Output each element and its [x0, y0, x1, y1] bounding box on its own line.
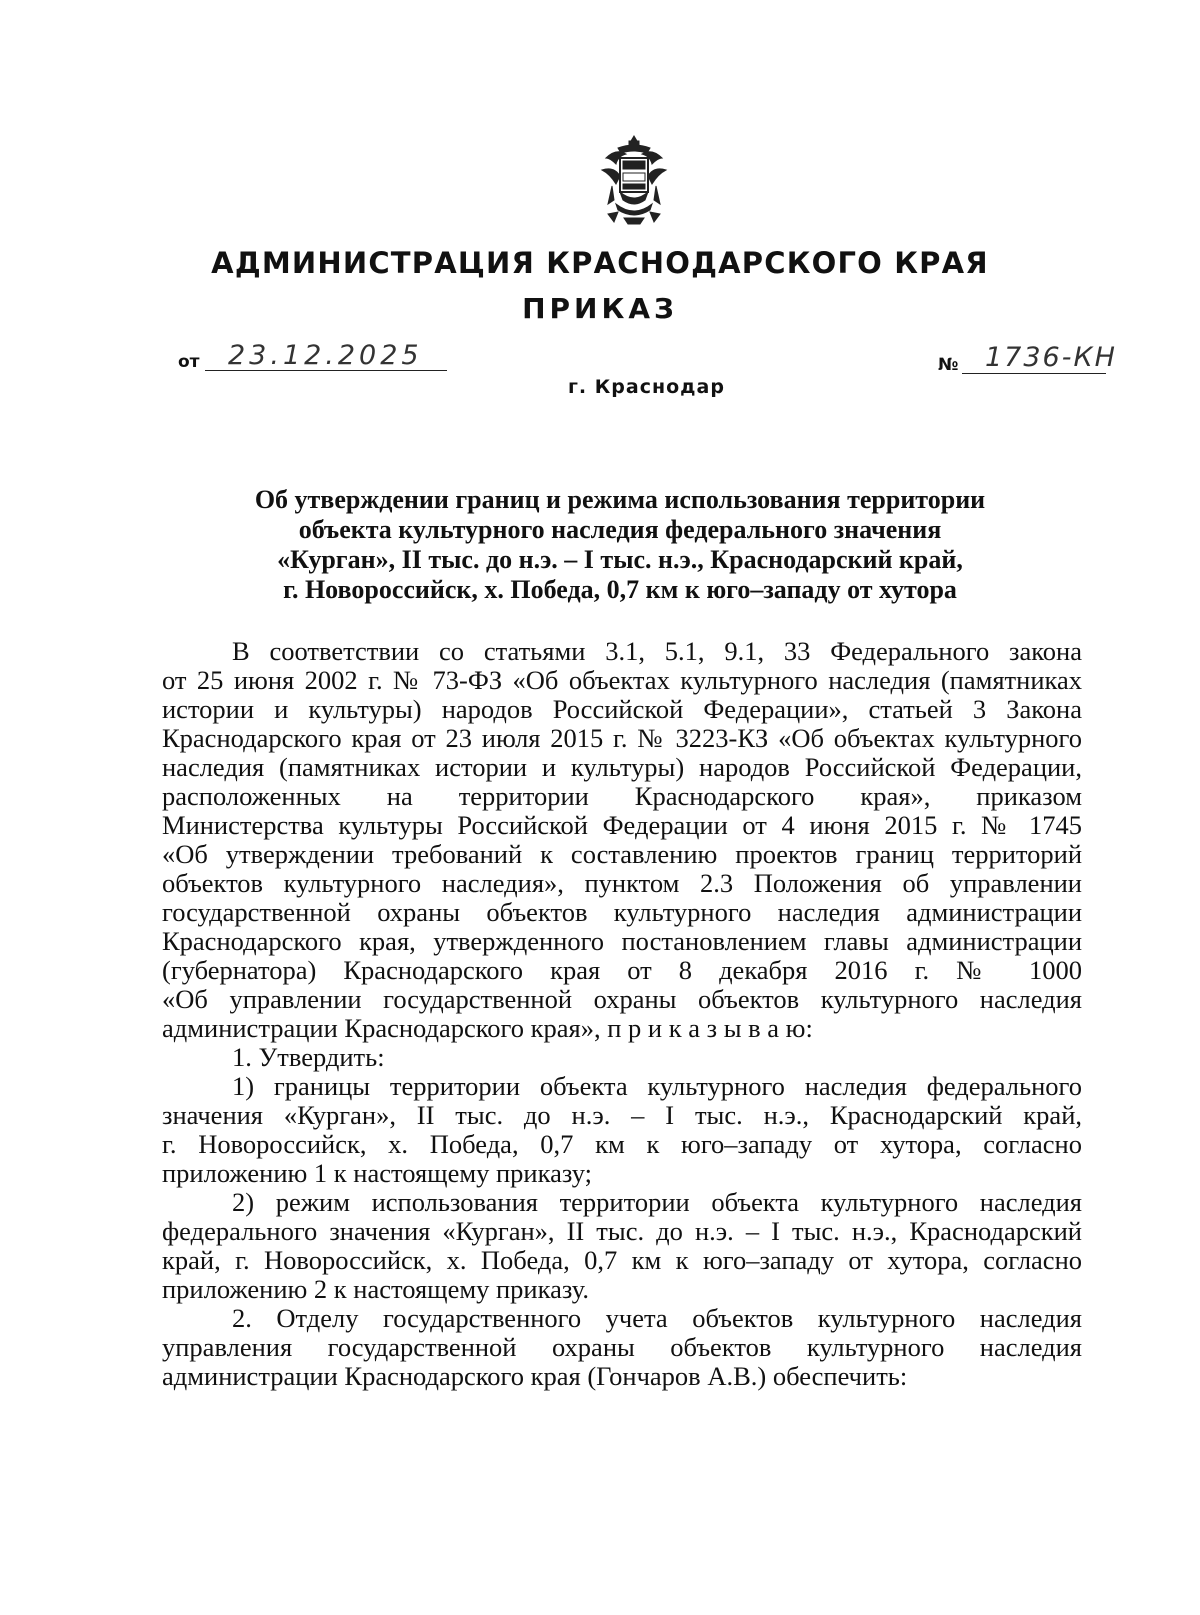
- document-title: [160, 485, 1080, 605]
- body-line: Краснодарского края от 23 июля 2015 г. № 3223-КЗ «Об объектах культурного: [162, 723, 1082, 753]
- title-line: объекта культурного наследия федерального значения: [298, 515, 942, 544]
- title-line: г. Новороссийск, х. Победа, 0,7 км к юго–западу от хутора: [283, 575, 957, 604]
- body-line: г. Новороссийск, х. Победа, 0,7 км к юго–западу от хутора, согласно: [162, 1129, 1082, 1159]
- body-line: 1. Утвердить:: [232, 1042, 385, 1072]
- title-line: Об утверждении границ и режима использования территории: [254, 485, 986, 514]
- date-label: от: [178, 352, 200, 372]
- coat-of-arms-emblem: [598, 134, 670, 226]
- body-line: «Об утверждении требований к составлению проектов границ территорий: [162, 839, 1082, 869]
- body-line: «Об управлении государственной охраны объектов культурного наследия: [162, 984, 1082, 1014]
- document-number: 1736-КН: [985, 342, 1117, 373]
- body-line: администрации Краснодарского края», п р и к а з ы в а ю:: [162, 1013, 813, 1043]
- city-name: г. Краснодар: [568, 376, 725, 398]
- body-line: администрации Краснодарского края (Гончаров А.В.) обеспечить:: [162, 1361, 908, 1391]
- body-line: объектов культурного наследия», пунктом 2.3 Положения об управлении: [162, 868, 1082, 898]
- body-line: истории и культуры) народов Российской Федерации», статьей 3 Закона: [162, 694, 1082, 724]
- body-line: 1) границы территории объекта культурного наследия федерального: [232, 1071, 1082, 1101]
- title-line: «Курган», II тыс. до н.э. – I тыс. н.э., Краснодарский край,: [277, 545, 963, 574]
- body-line: управления государственной охраны объектов культурного наследия: [162, 1332, 1082, 1362]
- body-line: значения «Курган», II тыс. до н.э. – I тыс. н.э., Краснодарский край,: [162, 1100, 1082, 1130]
- body-line: приложению 2 к настоящему приказу.: [162, 1274, 589, 1304]
- body-line: наследия (памятниках истории и культуры) народов Российской Федерации,: [162, 752, 1082, 782]
- body-line: Министерства культуры Российской Федерации от 4 июня 2015 г. № 1745: [162, 810, 1082, 840]
- body-line: 2) режим использования территории объекта культурного наследия: [232, 1187, 1082, 1217]
- document-body: [162, 637, 1082, 1391]
- body-line: расположенных на территории Краснодарского края», приказом: [162, 781, 1082, 811]
- body-line: 2. Отделу государственного учета объектов культурного наследия: [232, 1303, 1082, 1333]
- body-line: приложению 1 к настоящему приказу;: [162, 1158, 593, 1188]
- body-line: федерального значения «Курган», II тыс. до н.э. – I тыс. н.э., Краснодарский: [162, 1216, 1082, 1246]
- number-underline: [962, 373, 1106, 374]
- body-line: (губернатора) Краснодарского края от 8 декабря 2016 г. № 1000: [162, 955, 1082, 985]
- organization-name: АДМИНИСТРАЦИЯ КРАСНОДАРСКОГО КРАЯ: [211, 246, 989, 280]
- document-type: ПРИКАЗ: [522, 292, 678, 325]
- body-line: Краснодарского края, утвержденного постановлением главы администрации: [162, 926, 1082, 956]
- body-line: государственной охраны объектов культурного наследия администрации: [162, 897, 1082, 927]
- body-line: В соответствии со статьями 3.1, 5.1, 9.1, 33 Федерального закона: [232, 636, 1082, 666]
- body-line: от 25 июня 2002 г. № 73-ФЗ «Об объектах культурного наследия (памятниках: [162, 665, 1082, 695]
- number-label: №: [938, 355, 959, 375]
- document-date: 23.12.2025: [228, 340, 423, 371]
- body-line: край, г. Новороссийск, х. Победа, 0,7 км к юго–западу от хутора, согласно: [162, 1245, 1082, 1275]
